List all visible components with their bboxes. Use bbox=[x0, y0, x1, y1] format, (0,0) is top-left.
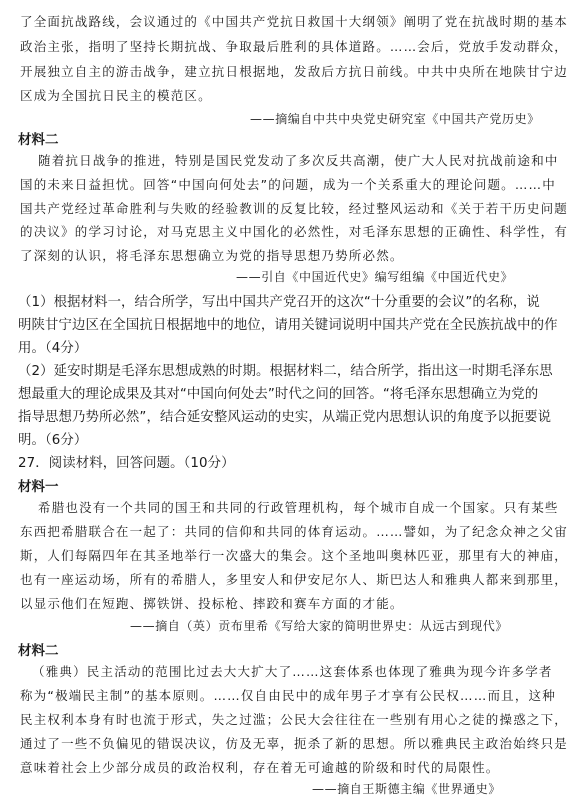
text-line: 了深刻的认识，将毛泽东思想确立为党的指导思想乃势所必然。 bbox=[20, 248, 404, 263]
text-line: 称为“极端民主制”的基本原则。……仅自由民中的成年男子才享有公民权……而且，这种 bbox=[20, 688, 556, 703]
question-line: （2）延安时期是毛泽东思想成熟的时期。根据材料二，结合所学，指出这一时期毛泽东思 bbox=[18, 364, 553, 379]
text-line: 的决议》的学习讨论，对马克思主义中国化的必然性，对毛泽东思想的正确性、科学性，有 bbox=[20, 224, 568, 239]
material-heading: 材料一 bbox=[18, 479, 59, 495]
text-line: 随着抗日战争的推进，特别是国民党发动了多次反共高潮，使广大人民对抗战前途和中 bbox=[38, 153, 559, 168]
text-line: （雅典）民主活动的范围比过去大大扩大了……这套体系也体现了雅典为现今许多学者 bbox=[32, 664, 553, 679]
material-heading: 材料二 bbox=[18, 643, 59, 659]
text-line: 斯，人们每隔四年在其圣地举行一次盛大的集会。这个圣地叫奥林匹亚，那里有大的神庙， bbox=[20, 548, 568, 563]
text-line: 区成为全国抗日民主的模范区。 bbox=[20, 88, 212, 103]
source-citation: ——摘自（英）贡布里希《写给大家的简明世界史：从远古到现代》 bbox=[130, 619, 509, 633]
material-heading: 材料二 bbox=[18, 132, 59, 148]
text-line: 东西把希腊联合在一起了：共同的信仰和共同的体育运动。……譬如，为了纪念众神之父宙 bbox=[20, 524, 568, 539]
text-line: 意味着社会上少部分成员的政治权利，存在着无可逾越的阶级和时代的局限性。 bbox=[20, 760, 500, 775]
text-line: 通过了一些不负偏见的错误决议，仿及无辜，扼杀了新的思想。所以雅典民主政治始终只是 bbox=[20, 736, 568, 751]
source-citation: ——引自《中国近代史》编写组编《中国近代史》 bbox=[236, 270, 514, 284]
question-line: 用。（4分） bbox=[18, 341, 88, 356]
text-line: 也有一座运动场，所有的希腊人，多里安人和伊安尼尔人、斯巴达人和雅典人都来到那里， bbox=[20, 572, 568, 587]
text-line: 政治主张，指明了坚持长期抗战、争取最后胜利的具体道路。……会后，党放手发动群众， bbox=[20, 39, 568, 54]
text-line: 国共产党经过革命胜利与失败的经验教训的反复比较，经过整风运动和《关于若干历史问题 bbox=[20, 201, 568, 216]
text-line: 国的未来日益担忧。回答“中国向何处去”的问题，成为一个关系重大的理论问题。……中 bbox=[20, 177, 556, 192]
text-line: 以显示他们在短跑、掷铁饼、投标枪、摔跤和赛车方面的才能。 bbox=[20, 596, 404, 611]
source-citation: ——摘自王斯德主编《世界通史》 bbox=[312, 782, 502, 796]
text-line: 希腊也没有一个共同的国王和共同的行政管理机构，每个城市自成一个国家。只有某些 bbox=[38, 500, 559, 515]
text-line: 了全面抗战路线，会议通过的《中国共产党抗日救国十大纲领》阐明了党在抗战时期的基本 bbox=[20, 14, 568, 29]
question-line: 想最重大的理论成果及其对“中国向何处去”时代之问的回答。“将毛泽东思想确立为党的 bbox=[18, 387, 539, 402]
question-line: 指导思想乃势所必然”，结合延安整风运动的史实，从端正党内思想认识的角度予以扼要说 bbox=[18, 410, 552, 425]
question-line: 明。（6分） bbox=[18, 433, 88, 448]
source-citation: ——摘编自中共中央党史研究室《中国共产党历史》 bbox=[250, 112, 540, 126]
question-line: 明陕甘宁边区在全国抗日根据地中的地位，请用关键词说明中国共产党在全民族抗战中的作 bbox=[18, 318, 558, 333]
question-line: （1）根据材料一，结合所学，写出中国共产党召开的这次“十分重要的会议”的名称，说 bbox=[18, 295, 540, 310]
text-line: 民主权利本身有时也流于形式，失之过滥；公民大会往往在一些别有用心之徒的操惑之下， bbox=[20, 712, 568, 727]
question-heading: 27．阅读材料，回答问题。（10分） bbox=[18, 456, 235, 471]
text-line: 开展独立自主的游击战争，建立抗日根据地，发敌后方抗日前线。中共中央所在地陕甘宁边 bbox=[20, 64, 568, 79]
